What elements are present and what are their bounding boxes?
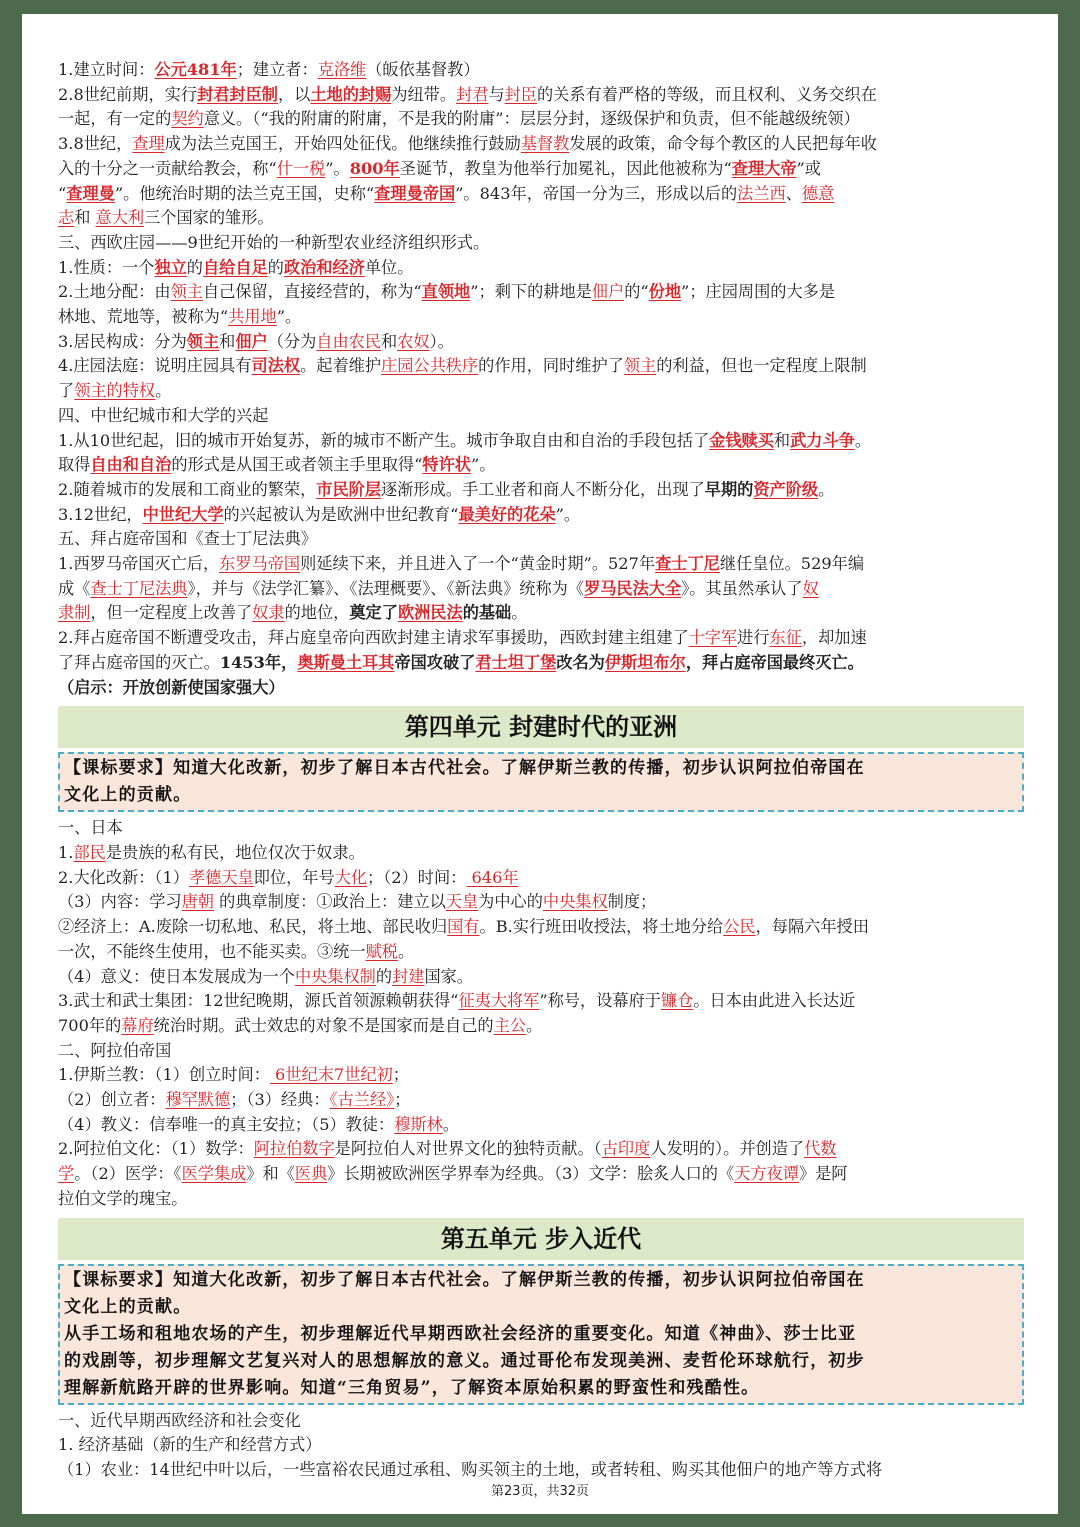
highlighted-term: 主公 — [493, 1015, 526, 1035]
text-segment: 。日本由此进入长达近 — [693, 991, 856, 1011]
text-segment: 的形式是从国王或者领主手里取得“ — [171, 455, 423, 475]
text-segment: 3.居民构成：分为 — [58, 331, 187, 351]
text-line — [58, 157, 1024, 182]
text-segment: ，但一定程度上改善了 — [90, 603, 253, 623]
text-line — [58, 577, 1024, 602]
highlighted-term: 佃户 — [591, 282, 625, 302]
text-segment: 。（2）医学：《 — [74, 1164, 182, 1184]
unit4-notes — [58, 816, 1024, 1211]
text-segment: ”；剩下的耕地是 — [470, 282, 592, 302]
highlighted-term: 独立 — [154, 257, 187, 277]
text-segment: 和 — [773, 430, 791, 450]
text-segment: 1.伊斯兰教：（1）创立时间： — [58, 1065, 270, 1085]
highlighted-term: 公元481年 — [154, 60, 237, 79]
text-segment: （4）意义：使日本发展成为一个 — [58, 966, 295, 986]
highlighted-term: 十字军 — [688, 628, 738, 648]
text-segment: 成《 — [58, 578, 91, 598]
text-segment: ，却加速 — [801, 628, 867, 648]
text-segment: ”。 — [276, 307, 302, 327]
text-segment: 取得 — [58, 455, 91, 475]
standard-line: 理解新航路开辟的世界影响。知道“三角贸易”，了解资本原始积累的野蛮性和残酷性。 — [64, 1377, 760, 1398]
highlighted-term: 武力斗争 — [790, 430, 855, 450]
highlighted-term: 镰仓 — [660, 991, 694, 1011]
highlighted-term: 志 — [58, 208, 75, 228]
text-line — [58, 866, 1024, 891]
text-segment: 的作用，同时维护了 — [478, 356, 624, 376]
highlighted-term: 改名为 — [556, 652, 605, 672]
text-segment: （3）内容：学习 — [58, 892, 182, 912]
text-segment: 的 — [186, 257, 203, 277]
text-segment: 的“ — [624, 282, 649, 302]
text-segment: 的兴起被认为是欧洲中世纪教育“ — [223, 504, 459, 524]
highlighted-term: 共用地 — [228, 307, 277, 327]
highlighted-term: 领主 — [623, 356, 657, 376]
text-segment: 四、中世纪城市和大学的兴起 — [58, 405, 269, 425]
text-line — [58, 989, 1024, 1014]
text-segment: 。 — [155, 381, 172, 401]
highlighted-term: 奴 — [802, 578, 819, 598]
highlighted-term: 大化 — [334, 867, 368, 887]
highlighted-term: 查理 — [132, 134, 165, 154]
text-segment: 》是阿 — [798, 1164, 848, 1184]
highlighted-term: 中央集权 — [542, 892, 608, 912]
highlighted-term: 1453年， — [219, 652, 298, 672]
text-segment: 》长期被欧洲医学界奉为经典。（3）文学：脍炙人口的《 — [327, 1164, 735, 1184]
unit5-title: 第五单元 步入近代 — [58, 1218, 1024, 1260]
highlighted-term: 古印度 — [601, 1139, 651, 1159]
highlighted-term: 646年 — [466, 867, 519, 887]
highlighted-term: 唐朝 — [181, 892, 214, 912]
text-line — [58, 841, 1024, 866]
text-segment: 2.拜占庭帝国不断遭受攻击，拜占庭皇帝向西欧封建主请求军事援助，西欧封建主组建了 — [58, 628, 689, 648]
standard-line: 从手工场和租地农场的产生，初步理解近代早期西欧社会经济的重要变化。知道《神曲》、莎士比亚 — [64, 1323, 857, 1344]
unit3-notes — [58, 58, 1024, 700]
text-segment: 的 — [375, 966, 393, 986]
text-segment: 了拜占庭帝国的灭亡。 — [58, 652, 220, 672]
text-segment: 2.土地分配：由 — [58, 282, 171, 302]
highlighted-term: 领主的特权 — [74, 381, 156, 401]
text-segment: ”；庄园周围的大多是 — [681, 282, 836, 302]
highlighted-term: 代数 — [804, 1139, 837, 1159]
highlighted-term: 查理大帝 — [731, 158, 797, 178]
standard-line: 【课标要求】知道大化改新，初步了解日本古代社会。了解伊斯兰教的传播，初步认识阿拉伯帝国在 — [64, 758, 865, 779]
highlighted-term: 查士丁尼 — [655, 554, 720, 574]
highlighted-term: 部民 — [73, 842, 106, 862]
highlighted-term: 意大利 — [95, 208, 145, 228]
highlighted-term: 市民阶层 — [316, 479, 382, 499]
text-segment: 圣诞节，教皇为他举行加冕礼，因此他被称为“ — [399, 158, 732, 178]
text-segment: 了 — [58, 381, 75, 401]
text-segment: 。 — [818, 479, 835, 499]
highlighted-term: 查理曼帝国 — [374, 183, 456, 203]
text-segment: 1.西罗马帝国灭亡后， — [58, 554, 220, 574]
highlighted-term: 佃户 — [235, 331, 268, 351]
highlighted-term: 自由和自治 — [90, 455, 172, 475]
text-segment: 的典章制度：①政治上：建立以 — [214, 892, 446, 912]
highlighted-term: 特许状 — [422, 455, 471, 475]
highlighted-term: 克洛维 — [317, 60, 367, 79]
text-segment: 的 — [267, 257, 284, 277]
text-segment: 成为法兰克国王，开始四处征伐。他继续推行鼓励 — [164, 134, 521, 154]
highlighted-term: 天方夜谭 — [734, 1164, 799, 1184]
text-segment: 1.从10世纪起，旧的城市开始复苏，新的城市不断产生。城市争取自由和自治的手段包括了 — [58, 430, 710, 450]
highlighted-term: 查士丁尼法典 — [90, 578, 188, 598]
highlighted-term: 东罗马帝国 — [219, 554, 301, 574]
text-segment: 1. — [58, 842, 74, 862]
text-segment: 和 — [381, 331, 398, 351]
text-segment: 、 — [785, 183, 802, 203]
highlighted-term: 幕府 — [121, 1015, 154, 1035]
text-segment: 拉伯文学的瑰宝。 — [58, 1188, 188, 1208]
highlighted-term: 孝德天皇 — [188, 867, 254, 887]
text-line — [58, 527, 1024, 552]
text-segment: 意义。（“我的附庸的附庸，不是我的附庸”：层层分封，逐级保护和负责，但不能越级统领） — [203, 109, 860, 129]
highlighted-term: 德意 — [801, 183, 835, 203]
document-page — [22, 14, 1058, 1514]
standard-line: 文化上的贡献。 — [64, 785, 192, 806]
highlighted-term: 封建 — [392, 966, 425, 986]
highlighted-term: 庄园公共秩序 — [381, 356, 479, 376]
text-segment: 和 — [219, 331, 236, 351]
text-line — [58, 1458, 1024, 1483]
text-segment: ；建立者： — [236, 60, 318, 79]
highlighted-term: 君士坦丁堡 — [475, 652, 557, 672]
text-segment: 为纽带。 — [391, 84, 457, 104]
text-segment: 2.随着城市的发展和工商业的繁荣， — [58, 479, 317, 499]
highlighted-term: 早期的 — [704, 479, 754, 499]
standard-line: 的戏剧等，初步理解文艺复兴对人的思想解放的意义。通过哥伦布发现美洲、麦哲伦环球航行，初步 — [64, 1350, 865, 1371]
text-line — [58, 626, 1024, 651]
text-segment: ”。 — [325, 158, 350, 178]
text-line — [58, 231, 1024, 256]
text-line — [58, 379, 1024, 404]
highlighted-term: 自由农民 — [316, 331, 382, 351]
text-segment: 的地位， — [284, 603, 350, 623]
highlighted-term: 金钱赎买 — [709, 430, 774, 450]
text-segment: ；（2）时间： — [367, 867, 467, 887]
text-segment: 700年的 — [58, 1015, 122, 1035]
highlighted-term: 基督教 — [520, 134, 570, 154]
highlighted-term: 领主 — [170, 282, 203, 302]
highlighted-term: 奴隶 — [252, 603, 285, 623]
highlighted-term: 自给自足 — [202, 257, 268, 277]
text-segment: ②经济上：A.废除一切私地、私民，将土地、部民收归 — [58, 917, 448, 937]
text-segment: ”称号，设幕府于 — [539, 991, 661, 1011]
text-line — [58, 1187, 1024, 1212]
text-segment: “ — [58, 183, 67, 203]
highlighted-term: 封君 — [456, 84, 489, 104]
text-segment: 是贵族的私有民，地位仅次于奴隶。 — [105, 842, 365, 862]
text-segment: 人发明的）。并创造了 — [650, 1139, 805, 1159]
text-line — [58, 676, 1024, 701]
page-number: 第23页，共32页 — [490, 1484, 590, 1499]
standard-line: 【课标要求】知道大化改新，初步了解日本古代社会。了解伊斯兰教的传播，初步认识阿拉伯帝国在 — [64, 1269, 865, 1290]
text-line — [58, 965, 1024, 990]
text-segment: ”。843年，帝国一分为三，形成以后的 — [455, 183, 738, 203]
text-segment: 继任皇位。529年编 — [719, 554, 865, 574]
highlighted-term: 直领地 — [421, 282, 471, 302]
text-segment: 。 — [525, 1015, 543, 1035]
highlighted-term: 农奴 — [397, 331, 430, 351]
highlighted-term: 最美好的花朵 — [458, 504, 556, 524]
text-segment: 三个国家的雏形。 — [144, 208, 274, 228]
text-segment: 。 — [854, 430, 872, 450]
text-segment: 一起，有一定的 — [58, 109, 172, 129]
text-line — [58, 915, 1024, 940]
highlighted-term: 的基础 — [462, 603, 512, 623]
text-segment: ；（3）经典： — [230, 1090, 330, 1110]
unit5-curriculum-standard — [58, 1264, 1024, 1405]
highlighted-term: 资产阶级 — [753, 479, 819, 499]
text-line — [58, 182, 1024, 207]
text-segment: 制度； — [607, 892, 657, 912]
text-segment: 。起着维护 — [300, 356, 382, 376]
text-segment: 是阿拉伯人对世界文化的独特贡献。（ — [334, 1139, 602, 1159]
unit5-notes — [58, 1409, 1024, 1483]
text-line — [58, 1162, 1024, 1187]
text-segment: 和 — [74, 208, 96, 228]
text-segment: 》和《 — [246, 1164, 295, 1184]
text-segment: 二、阿拉伯帝国 — [58, 1040, 172, 1060]
text-line — [58, 1409, 1024, 1434]
text-line — [58, 601, 1024, 626]
highlighted-term: 穆罕默德 — [165, 1090, 231, 1110]
text-segment: ； — [394, 1090, 411, 1110]
text-segment: 。 — [442, 1114, 459, 1134]
highlighted-term: 什一税 — [276, 158, 326, 178]
highlighted-term: 东征 — [769, 628, 802, 648]
highlighted-term: 封君封臣制 — [197, 84, 278, 104]
text-line — [58, 305, 1024, 330]
unit4-curriculum-standard — [58, 752, 1024, 812]
highlighted-term: 欧洲民法 — [397, 603, 463, 623]
text-line — [58, 256, 1024, 281]
text-segment: ）。 — [429, 331, 454, 351]
highlighted-term: 查理曼 — [66, 183, 115, 203]
highlighted-term: （启示：开放创新使国家强大） — [58, 677, 285, 697]
text-segment: 4.庄园法庭：说明庄园具有 — [58, 356, 252, 376]
highlighted-term: 政治和经济 — [283, 257, 365, 277]
text-segment: ”。 — [470, 455, 496, 475]
highlighted-term: 罗马民法大全 — [584, 578, 682, 598]
document-content — [58, 58, 1024, 1483]
text-line — [58, 1433, 1024, 1458]
highlighted-term: 国有 — [447, 917, 480, 937]
text-segment: 一、日本 — [58, 818, 123, 838]
highlighted-term: 天皇 — [445, 892, 479, 912]
text-line — [58, 552, 1024, 577]
text-segment: 国家。 — [424, 966, 473, 986]
highlighted-term: 征夷大将军 — [458, 991, 540, 1011]
text-segment: 2.大化改新：（1） — [58, 867, 189, 887]
text-line — [58, 816, 1024, 841]
text-line — [58, 330, 1024, 355]
highlighted-term: 医典 — [294, 1164, 328, 1184]
text-line — [58, 503, 1024, 528]
highlighted-term: 穆斯林 — [394, 1114, 443, 1134]
text-line — [58, 1088, 1024, 1113]
text-line — [58, 58, 1024, 83]
text-segment: ，以 — [278, 84, 311, 104]
text-segment: ”。他统治时期的法兰克王国，史称“ — [114, 183, 375, 203]
highlighted-term: 学 — [58, 1164, 75, 1184]
text-segment: （1）农业：14世纪中叶以后，一些富裕农民通过承租、购买领主的土地，或者转租、购买其他佃户的地产等方式将 — [58, 1459, 883, 1479]
text-line — [58, 940, 1024, 965]
highlighted-term: 中世纪大学 — [142, 504, 224, 524]
text-segment: ； — [392, 1065, 409, 1085]
text-segment: 2.阿拉伯文化：（1）数学： — [58, 1139, 254, 1159]
text-segment: ”。 — [555, 504, 581, 524]
highlighted-term: 帝国攻破了 — [394, 652, 476, 672]
text-segment: （皈依基督教） — [366, 60, 480, 79]
text-segment: （2）创立者： — [58, 1090, 166, 1110]
text-line — [58, 429, 1024, 454]
text-segment: 进行 — [737, 628, 770, 648]
highlighted-term: 800年 — [349, 158, 400, 178]
text-line — [58, 83, 1024, 108]
highlighted-term: 份地 — [648, 282, 682, 302]
text-segment: （4）教义：信奉唯一的真主安拉；（5）教徒： — [58, 1114, 395, 1134]
highlighted-term: 土地的封赐 — [310, 84, 392, 104]
text-segment: 。 — [397, 941, 415, 961]
text-line — [58, 404, 1024, 429]
text-segment: 3.12世纪， — [58, 504, 143, 524]
highlighted-term: 阿拉伯数字 — [253, 1139, 335, 1159]
text-line — [58, 132, 1024, 157]
text-segment: 一、近代早期西欧经济和社会变化 — [58, 1410, 301, 1430]
text-segment: 1.性质：一个 — [58, 257, 155, 277]
text-segment: 的利益，但也一定程度上限制 — [656, 356, 867, 376]
highlighted-term: 伊斯坦布尔 — [604, 652, 686, 672]
text-segment: 1. 经济基础（新的生产和经营方式） — [58, 1435, 322, 1455]
text-line — [58, 107, 1024, 132]
text-segment: 入的十分之一贡献给教会，称“ — [58, 158, 277, 178]
text-line — [58, 453, 1024, 478]
highlighted-term: 医学集成 — [181, 1164, 247, 1184]
highlighted-term: 奠定了 — [349, 603, 398, 623]
text-segment: 2.8世纪前期，实行 — [58, 84, 198, 104]
text-line — [58, 651, 1024, 676]
text-segment: 三、西欧庄园——9世纪开始的一种新型农业经济组织形式。 — [58, 232, 490, 252]
text-line — [58, 280, 1024, 305]
text-line — [58, 354, 1024, 379]
highlighted-term: 司法权 — [251, 356, 301, 376]
highlighted-term: 契约 — [171, 109, 204, 129]
text-segment: 统治时期。武士效忠的对象不是国家而是自己的 — [153, 1015, 494, 1035]
highlighted-term: 隶制 — [58, 603, 91, 623]
text-segment: ，每隔六年授田 — [755, 917, 869, 937]
text-segment: 则延续下来，并且进入了一个“黄金时期”。527年 — [300, 554, 656, 574]
text-segment: 3.8世纪， — [58, 134, 133, 154]
highlighted-term: 6世纪末7世纪初 — [269, 1065, 393, 1085]
text-segment: 一次，不能终生使用，也不能买卖。③统一 — [58, 941, 366, 961]
highlighted-term: 公民 — [723, 917, 756, 937]
text-line — [58, 1039, 1024, 1064]
text-line — [58, 1063, 1024, 1088]
text-line — [58, 890, 1024, 915]
text-line — [58, 206, 1024, 231]
text-segment: 为中心的 — [478, 892, 543, 912]
text-segment: 单位。 — [364, 257, 414, 277]
text-segment: 1.建立时间： — [58, 60, 155, 79]
text-line — [58, 478, 1024, 503]
highlighted-term: 赋税 — [365, 941, 398, 961]
text-segment: 逐渐形成。手工业者和商人不断分化，出现了 — [381, 479, 705, 499]
highlighted-term: 领主 — [186, 331, 220, 351]
text-segment: 的关系有着严格的等级，而且权利、义务交织在 — [537, 84, 877, 104]
text-segment: 即位，年号 — [253, 867, 335, 887]
unit4-title: 第四单元 封建时代的亚洲 — [58, 706, 1024, 748]
text-segment: 》。其虽然承认了 — [681, 578, 803, 598]
text-segment: 。B.实行班田收授法，将土地分给 — [479, 917, 724, 937]
text-segment: 与 — [488, 84, 505, 104]
text-segment: ”或 — [796, 158, 821, 178]
text-segment: 林地、荒地等，被称为“ — [58, 307, 229, 327]
highlighted-term: 封臣 — [504, 84, 537, 104]
highlighted-term: ，拜占庭帝国最终灭亡。 — [685, 652, 864, 672]
text-line — [58, 1137, 1024, 1162]
text-line — [58, 1014, 1024, 1039]
text-line — [58, 1113, 1024, 1138]
highlighted-term: 《古兰经》 — [329, 1090, 395, 1110]
text-segment: 五、拜占庭帝国和《查士丁尼法典》 — [58, 529, 317, 549]
text-segment: 发展的政策，命令每个教区的人民把每年收 — [569, 134, 877, 154]
highlighted-term: 法兰西 — [737, 183, 786, 203]
highlighted-term: 奥斯曼土耳其 — [297, 652, 395, 672]
text-segment: 3.武士和武士集团：12世纪晚期，源氏首领源赖朝获得“ — [58, 991, 459, 1011]
highlighted-term: 中央集权制 — [294, 966, 376, 986]
text-segment: 。 — [511, 603, 528, 623]
text-segment: 》，并与《法学汇纂》、《法理概要》、《新法典》统称为《 — [187, 578, 585, 598]
text-segment: （分为 — [267, 331, 317, 351]
standard-line: 文化上的贡献。 — [64, 1296, 192, 1317]
text-segment: 自己保留，直接经营的，称为“ — [202, 282, 422, 302]
